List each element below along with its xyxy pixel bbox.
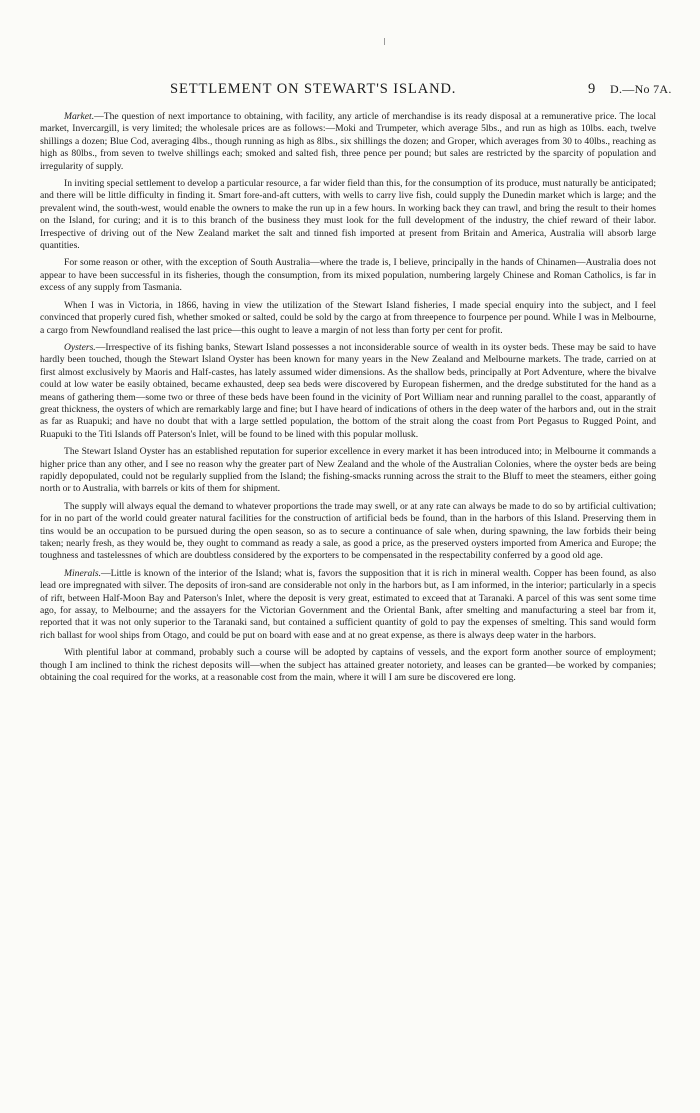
paragraph <box>40 178 656 252</box>
running-title: SETTLEMENT ON STEWART'S ISLAND. <box>170 81 457 97</box>
paragraph-heading: Oysters. <box>64 341 96 353</box>
paragraph-text: When I was in Victoria, in 1866, having in view the utilization of the Stewart Island fisheries, I made special enquiry into the subject, and I feel convinced that properly cured fish, whether smoked or salted, could be sold by the cargo at from threepence to fourpence per pound. While I was in Melbourne, a cargo from Newfoundland realised the last price—this ought to leave a margin of not less than forty per cent for profit. <box>40 299 656 336</box>
paragraph-text: For some reason or other, with the exception of South Australia—where the trade is, I believe, principally in the hands of Chinamen—Australia does not appear to have been successful in its fisheries, though the consumption, from its mixed population, numbering largely Chinese and Roman Catholics, is far in excess of any supply from Tasmania. <box>40 257 656 294</box>
paragraph-heading: Minerals. <box>64 567 102 579</box>
paragraph-text: With plentiful labor at command, probably such a course will be adopted by captains of vessels, and the export form another source of employment; though I am inclined to think the richest deposits will—when the subject has attained greater notoriety, and leases can be granted—be worked by companies; obtaining the coal required for the works, at a reasonable cost from the main, where it will I am sure be discovered ere long. <box>40 647 656 684</box>
paragraph-text: —Irrespective of its fishing banks, Stewart Island possesses a not inconsiderable source of wealth in its oyster beds. These may be said to have hardly been touched, though the Stewart Island Oyster has been known for many years in the New Zealand and Melbourne markets. The trade, carried on at first almost exclusively by Maoris and Half-castes, has lately assumed wider dimensions. As the shallow beds, principally at Port Adventure, where the bivalve could at low water be easily obtained, became exhausted, deep sea beds were discovered by European fishermen, and the dredge substituted for the hand as a means of gathering them—some two or three of these beds have been found in the vicinity of Port William near and running parallel to the coast, apparantly of great thickness, the oysters of which are remarkably large and fine; but I have heard of indications of others in the deep water of the harbors and, out in the strait as far as Ruapuki; and have no doubt that with a large settled population, the bottom of the strait along the coast from Port Pegasus to Rugged Point, and Ruapuki to the Titi Islands off Paterson's Inlet, will be found to be lined with this popular mollusk. <box>40 341 656 440</box>
paragraph-text: —The question of next importance to obtaining, with facility, any article of merchandise is its ready disposal at a remunerative price. The local market, Invercargill, is very limited; the wholesale prices are as follows:—Moki and Trumpeter, which average 5lbs., and run as high as 10lbs. each, twelve shillings a dozen; Blue Cod, averaging 4lbs., though running as high as 8lbs., six shillings the dozen; and Groper, which averages from 30 to 40lbs., reaching as high as 80lbs., from seven to twelve shillings each; smoked and salted fish, three pence per pound; but sales are restricted by the sparcity of population and irregularity of supply. <box>40 111 656 172</box>
paragraph-text: The supply will always equal the demand to whatever proportions the trade may swell, or at any rate can always be made to do so by artificial cultivation; for in no part of the world could greater natural facilities for the construction of artificial beds be found, than in the harbors of this Island. Preserving them in tins would be an occupation to be pursued during the open season, so as to secure a continuance of sale when, during spawning, the law forbids their being taken; nearly fresh, as they would be, they ought to command as ready a sale, as good a price, as the preserved oysters imported from America and Europe; the toughness and tastelessnes of which are doubtless considered by the exporters to be compensated in the respectability conferred by a good old age. <box>40 500 656 562</box>
paragraph-text: The Stewart Island Oyster has an established reputation for superior excellence in every market it has been introduced into; in Melbourne it commands a higher price than any other, and I see no reason why the greater part of New Zealand and the whole of the Australian Colonies, where the oyster beds are being rapidly depopulated, could not be regularly supplied from the Island; the fishing-smacks running across the strait to the Bluff to meet the steamers, either going north or to Australia, with barrels or kits of them for shipment. <box>40 446 656 495</box>
paragraph <box>40 446 656 496</box>
body-text <box>40 111 656 689</box>
paragraph-market <box>40 111 656 173</box>
scan-mark <box>384 38 385 45</box>
paragraph-oysters <box>40 342 656 441</box>
paragraph-minerals <box>40 568 656 642</box>
paragraph <box>40 501 656 563</box>
page-header <box>40 81 678 101</box>
paragraph-text: In inviting special settlement to develop a particular resource, a far wider field than this, for the consumption of its produce, must naturally be anticipated; and there will be little difficulty in finding it. Smart fore-and-aft cutters, with wells to carry live fish, could supply the Dunedin market which is large; and the prevalent wind, the south-west, would enable the owners to make the run up in a few hours. In working back they can trawl, and bring the result to their homes on the Island, for curing; and it is to this branch of the business they must look for the full development of the industry, the chief reward of their labor. Irrespective of driving out of the New Zealand market the salt and tinned fish imported at present from Britain and America, Australia will absorb large quantities. <box>40 178 656 252</box>
paragraph <box>40 257 656 294</box>
paragraph-text: —Little is known of the interior of the Island; what is, favors the supposition that it is rich in mineral wealth. Copper has been found, as also lead ore impregnated with silver. The deposits of iron-sand are considerable not only in the harbors but, as I am informed, in the interior; particularly in a specis of rift, between Half-Moon Bay and Paterson's Inlet, where the deposit is very great, estimated to exceed that at Taranaki. A parcel of this was sent some time ago, for assay, to Melbourne; and the assayers for the Victorian Government and the Oriental Bank, after smelting and manufacturing a steel bar from it, reported that it was not only superior to the Taranaki sand, but contained a sufficient quantity of gold to pay the expenses of smelting. This sand would form rich ballast for wool ships from Otago, and could be put on board with ease and at no great expense, as there is always deep water in the harbors. <box>40 567 656 641</box>
paragraph <box>40 300 656 337</box>
page-number: 9 <box>588 81 596 97</box>
paragraph-heading: Market. <box>64 111 95 122</box>
document-reference: D.—No 7A. <box>610 82 672 96</box>
paragraph <box>40 647 656 684</box>
